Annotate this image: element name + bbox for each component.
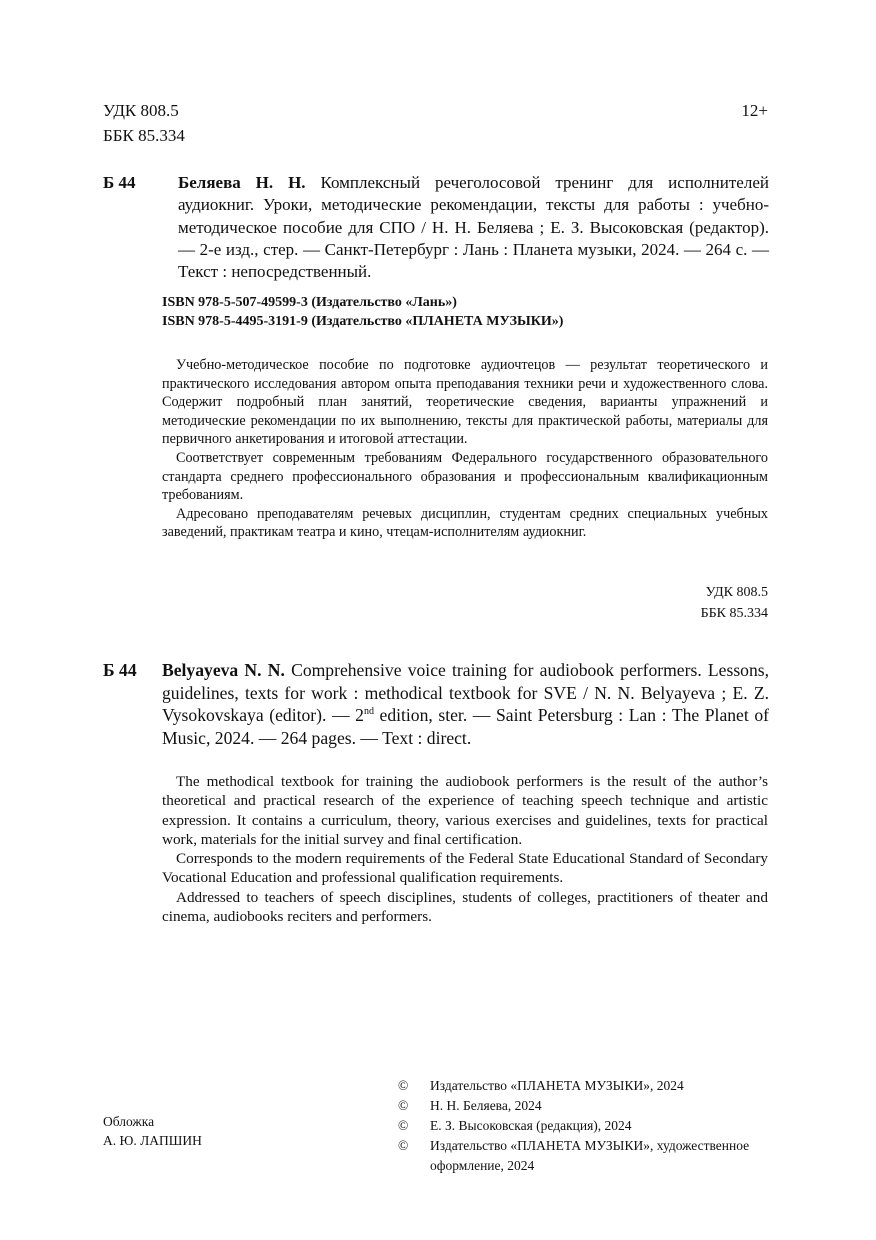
annotation-paragraph: Адресовано преподавателям речевых дисциплин, студентам средних специальных учебных заведений, практикам театра и кино, чтецам-исполнителям аудиокниг. — [162, 505, 768, 541]
russian-catalog-entry — [103, 172, 769, 283]
annotation-paragraph: The methodical textbook for training the audiobook performers is the result of the author’s theoretical and practical research of the experience of teaching speech technique and artistic expression. It contains a curriculum, theory, various exercises and guidelines, texts for practical work, materials for the initial survey and final certification. — [162, 773, 768, 848]
bbk-code-right: ББК 85.334 — [700, 606, 768, 621]
copyright-line: © Издательство «ПЛАНЕТА МУЗЫКИ», 2024 — [398, 1076, 793, 1096]
cover-label: Обложка — [103, 1114, 155, 1129]
russian-annotation — [162, 356, 768, 542]
age-rating: 12+ — [741, 101, 768, 120]
annotation-paragraph: Учебно-методическое пособие по подготовке аудиочтецов — результат теоретического и практического исследования автором опыта преподавания техники речи и художественного слова. Содержит подробный план занятий, теоретические сведения, варианты упражнений и методические рекомендации по их выполнению, тексты для практической работы, материалы для первичного анкетирования и итоговой аттестации. — [162, 357, 768, 448]
english-annotation — [162, 772, 768, 926]
author-name: Беляева Н. Н. — [178, 173, 306, 192]
udk-code: УДК 808.5 — [103, 101, 179, 120]
author-name: Belyayeva N. N. — [162, 660, 285, 680]
classification-codes — [103, 98, 185, 148]
isbn-planet: ISBN 978-5-4495-3191-9 (Издательство «ПЛАНЕТА МУЗЫКИ») — [162, 314, 564, 329]
isbn-block — [162, 293, 563, 331]
copyright-list — [398, 1076, 793, 1176]
catalog-code: Б 44 — [103, 660, 137, 680]
copyright-icon: © — [398, 1078, 409, 1093]
cover-credit — [103, 1112, 202, 1150]
ordinal-suffix: nd — [363, 706, 374, 718]
copyright-icon: © — [398, 1138, 409, 1153]
bibliographic-description: Комплексный речеголосовой тренинг для исполнителей аудиокниг. Уроки, методические рекомендации, тексты для работы : учебно-методическое пособие для СПО / Н. Н. Беляева ; Е. З. Высоковская (редактор). — 2-е изд., стер. — Санкт-Петербург : Лань : Планета музыки, 2024. — 264 с. — Текст : непосредственный. — [178, 173, 769, 282]
bibliographic-description: Comprehensive voice training for audiobook performers. Lessons, guidelines, texts for work : methodical textbook for SVE / N. N. Belyayeva ; E. Z. Vysokovskaya (editor). — 2nd edition, ster. — Saint Petersburg : Lan : The Planet of Music, 2024. — 264 pages. — Text : direct. — [162, 660, 770, 748]
classification-codes-right — [701, 582, 768, 624]
bbk-code: ББК 85.334 — [103, 126, 185, 145]
english-catalog-entry — [103, 659, 769, 749]
cover-designer: А. Ю. ЛАПШИН — [103, 1133, 202, 1148]
udk-code-right: УДК 808.5 — [705, 585, 768, 600]
catalog-code: Б 44 — [103, 173, 136, 192]
copyright-line: © Е. З. Высоковская (редакция), 2024 — [398, 1116, 793, 1136]
annotation-paragraph: Corresponds to the modern requirements of the Federal State Educational Standard of Secondary Vocational Education and professional qualification requirements. — [162, 850, 768, 887]
annotation-paragraph: Addressed to teachers of speech disciplines, students of colleges, practitioners of theater and cinema, audiobooks reciters and performers. — [162, 888, 768, 926]
isbn-lan: ISBN 978-5-507-49599-3 (Издательство «Лань») — [162, 295, 457, 310]
copyright-line: © Н. Н. Беляева, 2024 — [398, 1096, 793, 1116]
annotation-paragraph: Соответствует современным требованиям Федерального государственного образовательного стандарта среднего профессионального образования и профессиональным квалификационным требованиям. — [162, 449, 768, 504]
copyright-line: © Издательство «ПЛАНЕТА МУЗЫКИ», художественное оформление, 2024 — [398, 1136, 793, 1176]
copyright-icon: © — [398, 1098, 409, 1113]
copyright-icon: © — [398, 1118, 409, 1133]
